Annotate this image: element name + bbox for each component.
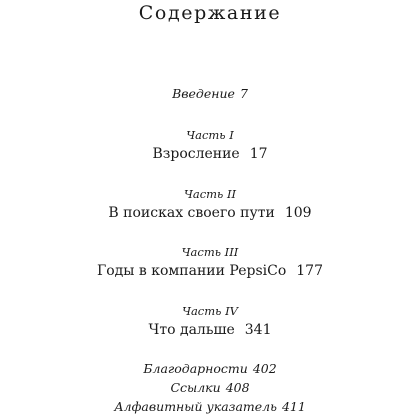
toc-entry-acknowledgements[interactable]	[0, 361, 420, 376]
toc-entry-title: Годы в компании PepsiCo	[96, 263, 287, 279]
part-label-4: Часть IV	[182, 304, 238, 318]
toc-entry-title: Что дальше	[148, 322, 235, 338]
toc-entry-page: 408	[225, 380, 250, 395]
toc-entry-page: 7	[239, 86, 248, 101]
toc-entry-part-2[interactable]	[0, 205, 420, 221]
toc-entry-title: В поисках своего пути	[108, 205, 275, 221]
toc-entry-page: 402	[252, 361, 277, 376]
toc-entry-page: 177	[296, 263, 323, 279]
toc-entry-intro[interactable]	[0, 86, 420, 101]
toc-entry-index[interactable]	[0, 399, 420, 414]
toc-entry-page: 17	[249, 146, 268, 162]
part-label-2: Часть II	[183, 187, 237, 201]
toc-entry-page: 109	[284, 205, 312, 221]
toc-entry-title: Благодарности	[143, 361, 248, 376]
part-label-3: Часть III	[181, 245, 239, 259]
toc-entry-page: 341	[244, 322, 272, 338]
toc-entry-part-3[interactable]	[0, 263, 420, 279]
toc-entry-part-1[interactable]	[0, 146, 420, 162]
toc-entry-page: 411	[281, 399, 306, 414]
part-label-1: Часть I	[186, 128, 234, 142]
toc-entry-title: Алфавитный указатель	[114, 399, 277, 414]
toc-entry-part-4[interactable]	[0, 322, 420, 338]
page-title: Содержание	[138, 2, 282, 24]
toc-entry-title: Взросление	[152, 146, 240, 162]
toc-entry-references[interactable]	[0, 380, 420, 395]
toc-entry-title: Введение	[172, 86, 235, 101]
toc-entry-title: Ссылки	[170, 380, 221, 395]
